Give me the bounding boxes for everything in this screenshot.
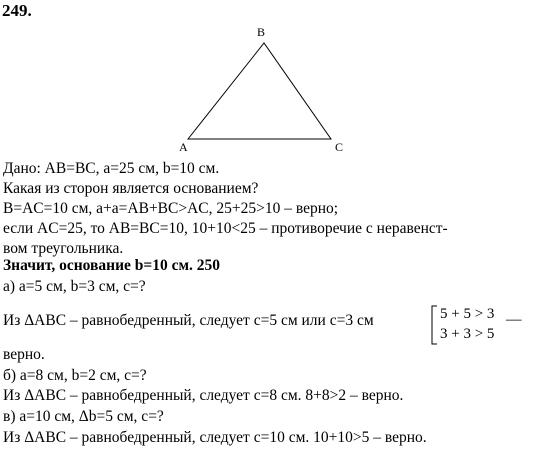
vertex-label-b: B	[257, 25, 266, 39]
text-line-part-a-solution: Из ΔABC – равнобедренный, следует c=5 см или c=3 см	[3, 312, 374, 329]
text-line-case-2: если AC=25, то AB=BC=10, 10+10<25 – противоречие с неравенст-	[3, 220, 448, 237]
inequality-system	[430, 305, 500, 345]
triangle-figure	[0, 0, 545, 160]
text-line-part-a-end: верно.	[3, 346, 45, 363]
system-row-1: 5 + 5 > 3	[440, 306, 495, 322]
system-row-2: 3 + 3 > 5	[440, 326, 495, 342]
text-line-given: Дано: AB=BC, a=25 см, b=10 см.	[3, 160, 220, 177]
triangle-abc	[188, 43, 331, 139]
text-line-part-b: б) a=8 см, b=2 см, c=?	[3, 367, 147, 384]
text-line-question: Какая из сторон является основанием?	[3, 180, 259, 197]
trailing-dash: —	[506, 311, 522, 328]
text-line-part-b-solution: Из ΔABC – равнобедренный, следует c=8 см. 8+8>2 – верно.	[3, 387, 404, 404]
vertex-label-c: C	[335, 140, 344, 154]
vertex-label-a: A	[179, 140, 188, 154]
text-line-part-a: а) a=5 см, b=3 см, c=?	[3, 278, 146, 295]
text-line-part-c: в) a=10 см, Δb=5 см, c=?	[3, 408, 164, 425]
text-line-conclusion: Значит, основание b=10 см. 250	[3, 257, 221, 274]
problem-number: 249.	[2, 1, 32, 20]
text-line-case-2-cont: вом треугольника.	[3, 240, 124, 257]
text-line-case-1: B=AC=10 см, a+a=AB+BC>AC, 25+25>10 – верно;	[3, 200, 339, 217]
text-line-part-c-solution: Из ΔABC – равнобедренный, следует c=10 см. 10+10>5 – верно.	[3, 429, 427, 446]
